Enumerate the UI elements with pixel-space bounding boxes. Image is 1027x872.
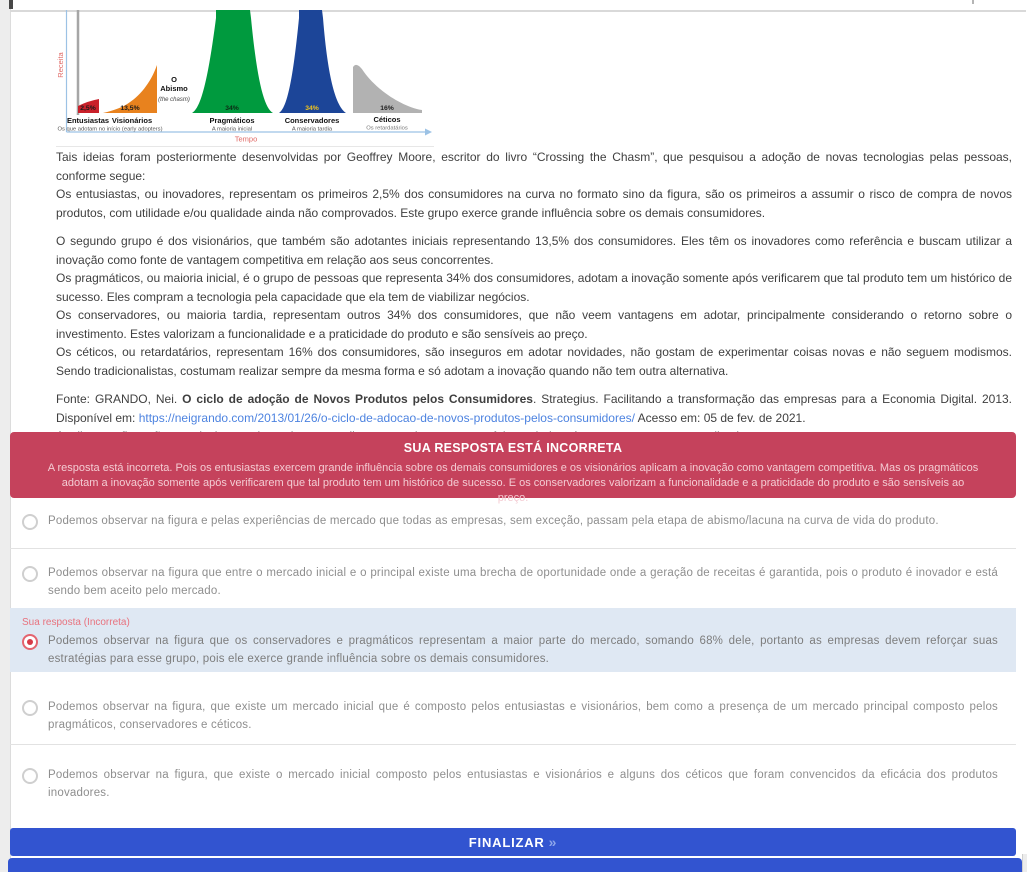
answer-option-3-selected[interactable] (10, 608, 1016, 672)
paragraph-pragmaticos: Os pragmáticos, ou maioria inicial, é o grupo de pessoas que representa 34% dos consumidores, adotam a inovação somente após verificarem que tal produto tem um histórico de sucesso. Eles compram a tecnologia pela capacidade que ela tem de viabilizar negócios. (56, 271, 1012, 304)
scrollbar-fragment (9, 0, 13, 9)
answer-option-1[interactable] (10, 501, 1016, 549)
radio-button-icon[interactable] (22, 700, 38, 716)
x-axis-arrow-icon (425, 129, 432, 136)
answer-feedback-banner (10, 432, 1016, 504)
label-entusiastas: Entusiastas (66, 116, 110, 125)
option-text: Podemos observar na figura e pelas experiências de mercado que todas as empresas, sem exceção, passam pela etapa de abismo/lacuna na curva de vida do produto. (48, 515, 939, 527)
feedback-title: SUA RESPOSTA ESTÁ INCORRETA (403, 441, 623, 455)
feedback-message: A resposta está incorreta. Pois os entusiastas exercem grande influência sobre os demais consumidores e os visionários aplicam a inovação como vantagem competitiva. Mas os pragmáticos adotam a inovação somente após verificarem que tal produto tem um histórico de sucesso. E os conservadores valorizam a funcionalidade e a praticidade do produto e são sensíveis ao preço. (47, 462, 979, 504)
page-right-margin (1022, 854, 1027, 872)
adoption-curve-svg (56, 10, 436, 143)
label-pragmaticos: Pragmáticos (209, 116, 255, 125)
paragraph-ceticos: Os céticos, ou retardatários, representam 16% dos consumidores, são inseguros em adotar novidades, não gostam de experimentar coisas novas e não seguem modismos. Sendo tradicionalistas, costumam realizar sempre da mesma forma e só adotam a inovação quando não tem outra alternativa. (56, 345, 1012, 378)
answer-option-2[interactable] (10, 549, 1016, 608)
sublabel-ceticos: Os retardatários (366, 125, 408, 132)
answer-option-4[interactable] (10, 672, 1016, 745)
answer-options-list (10, 501, 1016, 815)
pct-visionarios: 13,5% (120, 105, 140, 112)
sublabel-pragmaticos: A maioria inicial (211, 126, 253, 133)
pct-pragmaticos: 34% (225, 105, 239, 112)
label-ceticos: Céticos (373, 115, 401, 124)
chart-bottom-divider (56, 146, 434, 147)
pct-entusiastas: 2,5% (80, 105, 96, 112)
sublabel-conservadores: A maioria tardia (291, 126, 333, 133)
paragraph-visionarios: O segundo grupo é dos visionários, que também são adotantes iniciais representando 13,5% dos consumidores. Eles têm os inovadores como referência e buscam utilizar a inovação como fonte de vantagem competitiva em relação aos seus concorrentes. (56, 234, 1012, 267)
question-text (56, 148, 1012, 430)
source-access-date: Acesso em: 05 de fev. de 2021. (635, 410, 806, 425)
radio-button-icon[interactable] (22, 566, 38, 582)
option-text: Podemos observar na figura, que existe um mercado inicial que é composto pelos entusiastas e visionários, bem como a presença de um mercado principal composto pelos pragmáticos, conservadores e céticos. (48, 701, 998, 731)
paragraph-conservadores: Os conservadores, ou maioria tardia, representam outros 34% dos consumidores, que não veem vantagens em adotar, principalmente considerando o retorno sobre o investimento. Estes valorizam a funcionalidade e a praticidade do produto e são sensíveis ao preço. (56, 308, 1012, 341)
y-axis-label: Receita (56, 52, 65, 78)
source-suffix: . Strategius. Facilitando a transformação das empresas para a Economia Digital. 2013. Disponível em: (56, 392, 1013, 425)
chasm-label-line1: O (171, 75, 177, 84)
pct-ceticos: 16% (380, 105, 394, 112)
next-section-bar[interactable] (8, 858, 1022, 872)
top-tick-mark (972, 0, 974, 4)
radio-button-icon[interactable] (22, 768, 38, 784)
double-chevron-right-icon: » (548, 834, 558, 850)
radio-dot-icon (27, 639, 33, 645)
option-text: Podemos observar na figura que os conservadores e pragmáticos representam a maior parte do mercado, somando 68% dele, portanto as empresas devem reforçar suas estratégias para esse grupo, pois ele exerce grande influência sobre os demais consumidores. (48, 635, 998, 665)
paragraph-intro: Tais ideias foram posteriormente desenvolvidas por Geoffrey Moore, escritor do livro “Crossing the Chasm”, que pesquisou a adoção de novas tecnologias pelas pessoas, conforme segue: (56, 150, 1012, 183)
segment-pragmaticos (192, 10, 273, 113)
source-prefix: Fonte: GRANDO, Nei. (56, 392, 183, 406)
finalizar-label: FINALIZAR (468, 834, 545, 850)
x-axis-label: Tempo (234, 134, 258, 144)
option-text: Podemos observar na figura que entre o mercado inicial e o principal existe uma brecha de oportunidade onde a geração de receitas é garantida, pois o produto é inovador e está sendo bem aceito pelo mercado. (48, 567, 998, 597)
answer-option-5[interactable] (10, 745, 1016, 815)
source-link[interactable]: https://neigrando.com/2013/01/26/o-ciclo-de-adocao-de-novos-produtos-pelos-consumidores/ (138, 410, 635, 425)
radio-button-icon[interactable] (22, 514, 38, 530)
chasm-sublabel: (the chasm) (158, 97, 190, 103)
finalizar-button[interactable] (10, 828, 1016, 856)
source-citation (56, 390, 1012, 427)
label-visionarios: Visionários (111, 116, 153, 125)
chasm-label-line2: Abismo (160, 84, 188, 93)
option-text: Podemos observar na figura, que existe o mercado inicial composto pelos entusiastas e visionários e alguns dos céticos que foram convencidos da eficácia dos produtos inovadores. (48, 769, 998, 799)
radio-button-selected-icon[interactable] (22, 634, 38, 650)
your-answer-badge: Sua resposta (Incorreta) (22, 617, 130, 628)
segment-conservadores (279, 10, 346, 113)
pct-conservadores: 34% (305, 105, 319, 112)
label-conservadores: Conservadores (284, 116, 340, 125)
sublabel-early-adopters: Os que adotam no início (early adopters) (57, 126, 163, 133)
source-title: O ciclo de adoção de Novos Produtos pelos Consumidores (182, 392, 533, 406)
paragraph-entusiastas: Os entusiastas, ou inovadores, representam os primeiros 2,5% dos consumidores na curva no formato sino da figura, são os primeiros a assumir o risco de compra de novos produtos, com utilidade e/ou qualidade ainda não comprovados. Este grupo exerce grande influência sobre os demais consumidores. (56, 187, 1012, 220)
adoption-curve-chart (56, 10, 436, 143)
